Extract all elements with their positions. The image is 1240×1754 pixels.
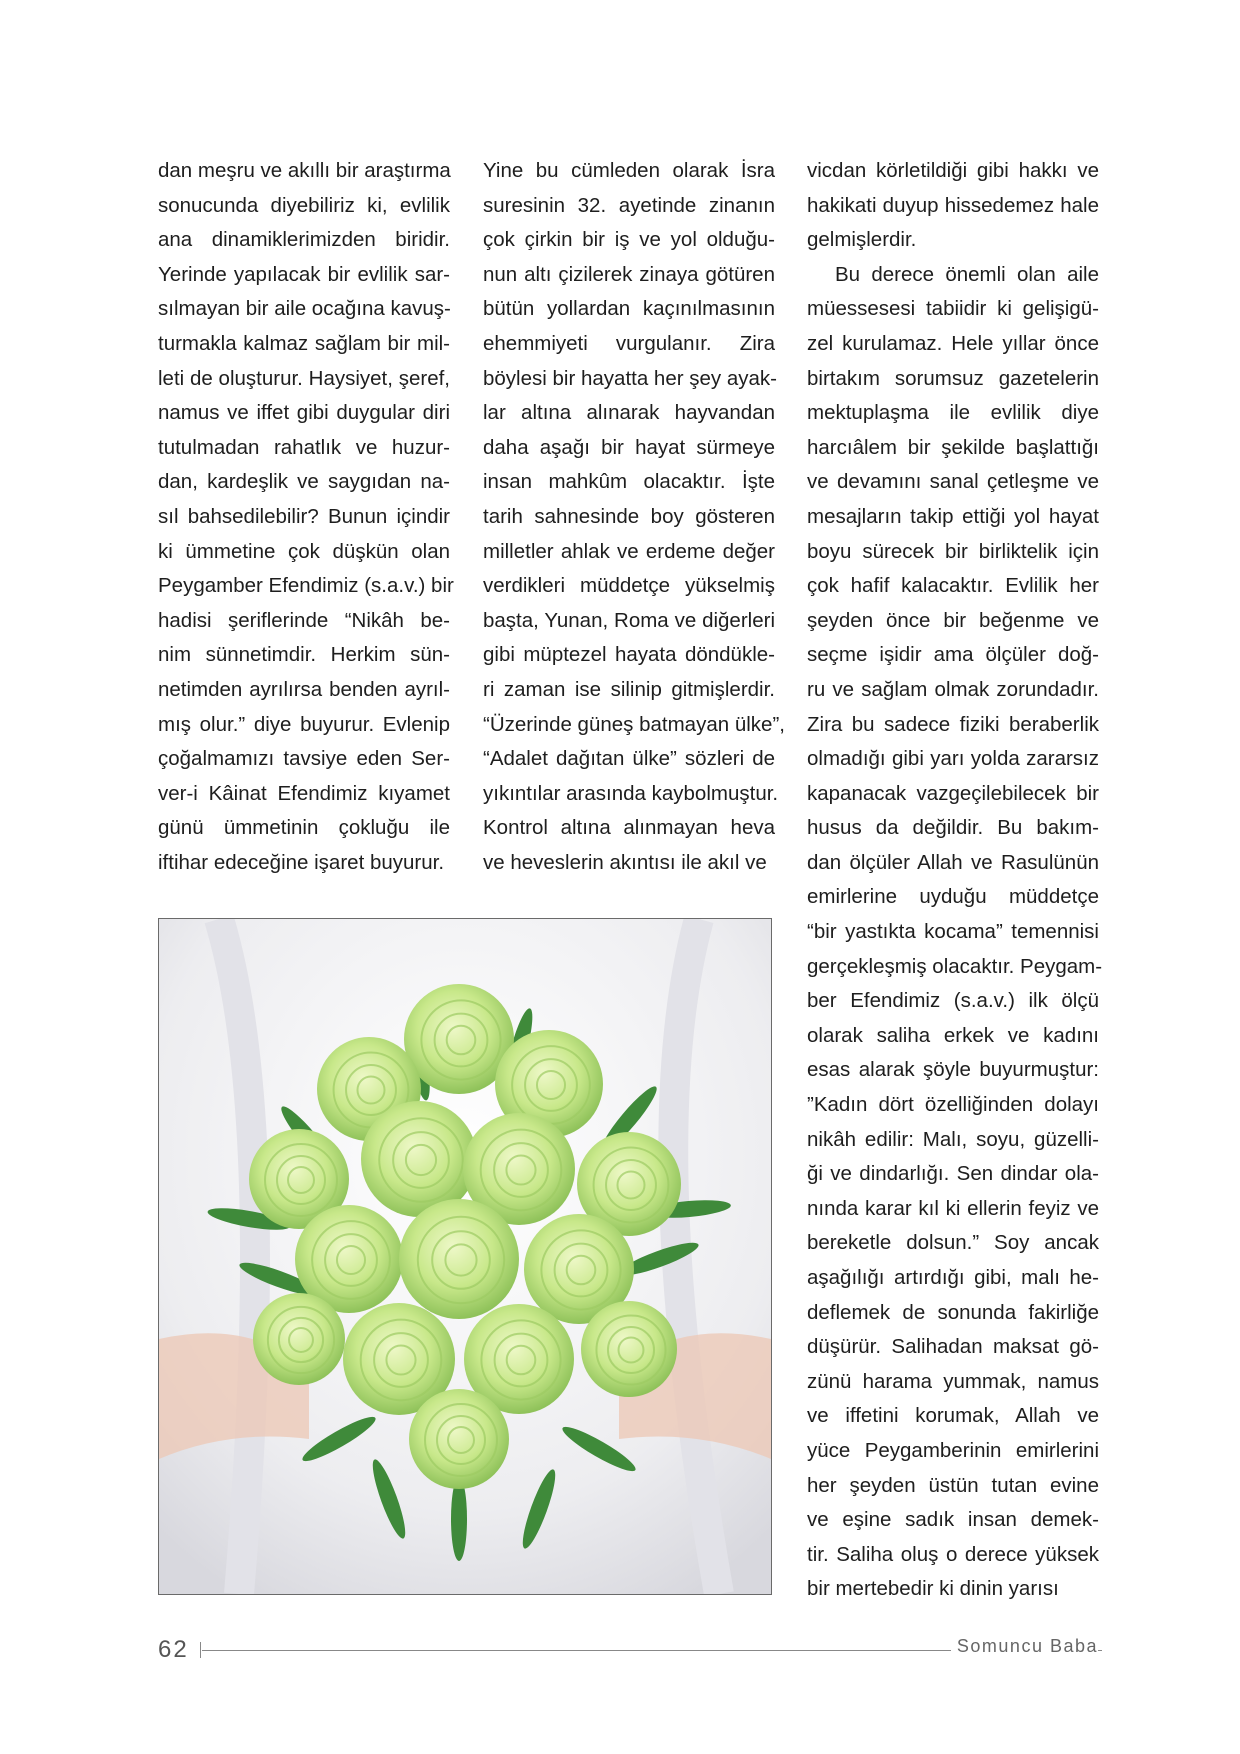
page-number: 62 (158, 1636, 189, 1663)
text-line: husus da değildir. Bu bakım- (807, 816, 1099, 840)
text-line: turmakla kalmaz sağlam bir mil- (158, 331, 450, 355)
text-line: iftihar edeceğine işaret buyurur. (158, 850, 445, 874)
text-line: tutulmadan rahatlık ve huzur- (158, 435, 450, 459)
rose (253, 1293, 345, 1385)
footer-divider-tick (200, 1642, 201, 1658)
rose (409, 1389, 509, 1489)
text-line: hadisi şeriflerinde “Nikâh be- (158, 608, 450, 632)
text-line: ver-i Kâinat Efendimiz kıyamet (158, 781, 450, 805)
text-line: günü ümmetinin çokluğu ile (158, 816, 450, 840)
text-line: ve iffetini korumak, Allah ve (807, 1404, 1099, 1428)
text-line: gerçekleşmiş olacaktır. Peygam- (807, 954, 1103, 978)
text-line: ri zaman ise silinip gitmişlerdir. (483, 677, 775, 701)
text-line: yüce Peygamberinin emirlerini (807, 1438, 1099, 1462)
text-line: bütün yollardan kaçınılmasının (483, 297, 775, 321)
text-line: bereketle dolsun.” Soy ancak (807, 1231, 1099, 1255)
text-line: düşürür. Salihadan maksat gö- (807, 1335, 1099, 1359)
text-line: ana dinamiklerimizden biridir. (158, 228, 450, 252)
text-line: gibi müptezel hayata döndükle- (483, 643, 775, 667)
text-line: ve heveslerin akıntısı ile akıl ve (483, 850, 767, 874)
text-line: verdikleri müddetçe yükselmiş (483, 574, 775, 598)
text-line: nim sünnetimdir. Herkim sün- (158, 643, 450, 667)
text-line: çok çirkin bir iş ve yol olduğu- (483, 228, 775, 252)
text-line: dan meşru ve akıllı bir araştırma (158, 159, 451, 182)
text-line: Yine bu cümleden olarak İsra (483, 159, 775, 182)
text-line: zünü harama yummak, namus (807, 1369, 1099, 1393)
text-line: ”Kadın dört özelliğinden dolayı (807, 1093, 1099, 1117)
text-column-2 (483, 154, 785, 880)
text-line: esas alarak şöyle buyurmuştur: (807, 1058, 1099, 1082)
text-line: Yerinde yapılacak bir evlilik sar- (158, 262, 450, 286)
text-line: harcıâlem bir şekilde başlattığı (807, 435, 1099, 459)
text-line: ve eşine sadık insan demek- (807, 1508, 1099, 1532)
magazine-name: Somuncu Baba (951, 1636, 1098, 1657)
bouquet-illustration (159, 919, 771, 1594)
text-line: bir mertebedir ki dinin yarısı (807, 1577, 1059, 1601)
text-line: tir. Saliha oluş o derece yüksek (807, 1542, 1099, 1566)
text-line: ve devamını sanal çetleşme ve (807, 470, 1099, 494)
text-line: insan mahkûm olacaktır. İşte (483, 470, 775, 494)
text-line: dan ölçüler Allah ve Rasulünün (807, 850, 1099, 874)
text-line: daha aşağı bir hayat sürmeye (483, 435, 775, 459)
text-line: Bu derece önemli olan aile (835, 262, 1099, 286)
text-line: leti de oluşturur. Haysiyet, şeref, (158, 366, 450, 390)
text-line: çoğalmamızı tavsiye eden Ser- (158, 747, 450, 771)
text-line: emirlerine uyduğu müddetçe (807, 885, 1099, 909)
text-line: sonucunda diyebiliriz ki, evlilik (158, 193, 450, 217)
text-line: Peygamber Efendimiz (s.a.v.) bir (158, 574, 454, 598)
text-line: namus ve iffet gibi duygular diri (158, 401, 450, 425)
text-line: suresinin 32. ayetinde zinanın (483, 193, 775, 217)
text-line: dan, kardeşlik ve saygıdan na- (158, 470, 450, 494)
text-line: olarak saliha erkek ve kadını (807, 1023, 1099, 1047)
rose (399, 1199, 519, 1319)
text-line: sıl bahsedilebilir? Bunun içindir (158, 504, 450, 528)
text-line: milletler ahlak ve erdeme değer (483, 539, 775, 563)
text-line: nun altı çizilerek zinaya götüren (483, 262, 775, 286)
text-line: hakikati duyup hissedemez hale (807, 193, 1099, 217)
text-line: nında karar kıl ki ellerin feyiz ve (807, 1196, 1099, 1220)
text-line: ki ümmetine çok düşkün olan (158, 539, 450, 563)
text-line: ehemmiyeti vurgulanır. Zira (483, 331, 775, 355)
leaf (451, 1477, 467, 1561)
text-line: müessesesi tabiidir ki gelişigü- (807, 297, 1099, 321)
text-line: şeyden önce bir beğenme ve (807, 608, 1099, 632)
page-footer (158, 1636, 1098, 1666)
text-line: ru ve sağlam olmak zorundadır. (807, 677, 1099, 701)
text-line: birtakım sorumsuz gazetelerin (807, 366, 1099, 390)
text-line: mesajların takip ettiği yol hayat (807, 504, 1099, 528)
text-line: zel kurulamaz. Hele yıllar önce (807, 331, 1099, 355)
text-line: ği ve dindarlığı. Sen dindar ola- (807, 1162, 1099, 1186)
text-line: “Üzerinde güneş batmayan ülke”, (483, 712, 785, 736)
text-line: her şeyden üstün tutan evine (807, 1473, 1099, 1497)
text-line: ber Efendimiz (s.a.v.) ilk ölçü (807, 989, 1099, 1013)
text-line: mış olur.” diye buyurur. Evlenip (158, 712, 450, 736)
text-line: olmadığı gibi yarı yolda zararsız (807, 747, 1099, 771)
bouquet-photo (158, 918, 772, 1595)
text-line: sılmayan bir aile ocağına kavuş- (158, 297, 451, 321)
rose (581, 1301, 677, 1397)
text-column-1 (158, 154, 454, 880)
text-line: netimden ayrılırsa benden ayrıl- (158, 677, 450, 701)
text-line: aşağılığı artırdığı gibi, malı he- (807, 1266, 1099, 1289)
text-line: lar altına alınarak hayvandan (483, 401, 775, 425)
text-line: mektuplaşma ile evlilik diye (807, 401, 1099, 425)
text-line: böylesi bir hayatta her şey ayak- (483, 366, 777, 390)
text-line: tarih sahnesinde boy gösteren (483, 504, 775, 528)
text-line: yıkıntılar arasında kaybolmuştur. (483, 781, 779, 805)
text-line: seçme işidir ama ölçüler doğ- (807, 643, 1099, 667)
text-line: Kontrol altına alınmayan heva (483, 816, 775, 840)
text-line: vicdan körletildiği gibi hakkı ve (807, 159, 1099, 182)
text-line: Zira bu sadece fiziki beraberlik (807, 712, 1099, 736)
text-line: boyu sürecek bir birliktelik için (807, 539, 1099, 563)
text-line: “bir yastıkta kocama” temennisi (807, 920, 1099, 944)
text-line: başta, Yunan, Roma ve diğerleri (483, 608, 775, 632)
text-line: nikâh edilir: Malı, soyu, güzelli- (807, 1127, 1099, 1151)
text-line: çok hafif kalacaktır. Evlilik her (807, 574, 1099, 598)
text-line: deflemek de sonunda fakirliğe (807, 1300, 1099, 1324)
text-line: “Adalet dağıtan ülke” sözleri de (483, 747, 775, 771)
text-column-3 (807, 154, 1103, 1607)
text-line: kapanacak vazgeçilebilecek bir (807, 781, 1099, 805)
text-line: gelmişlerdir. (807, 228, 917, 252)
